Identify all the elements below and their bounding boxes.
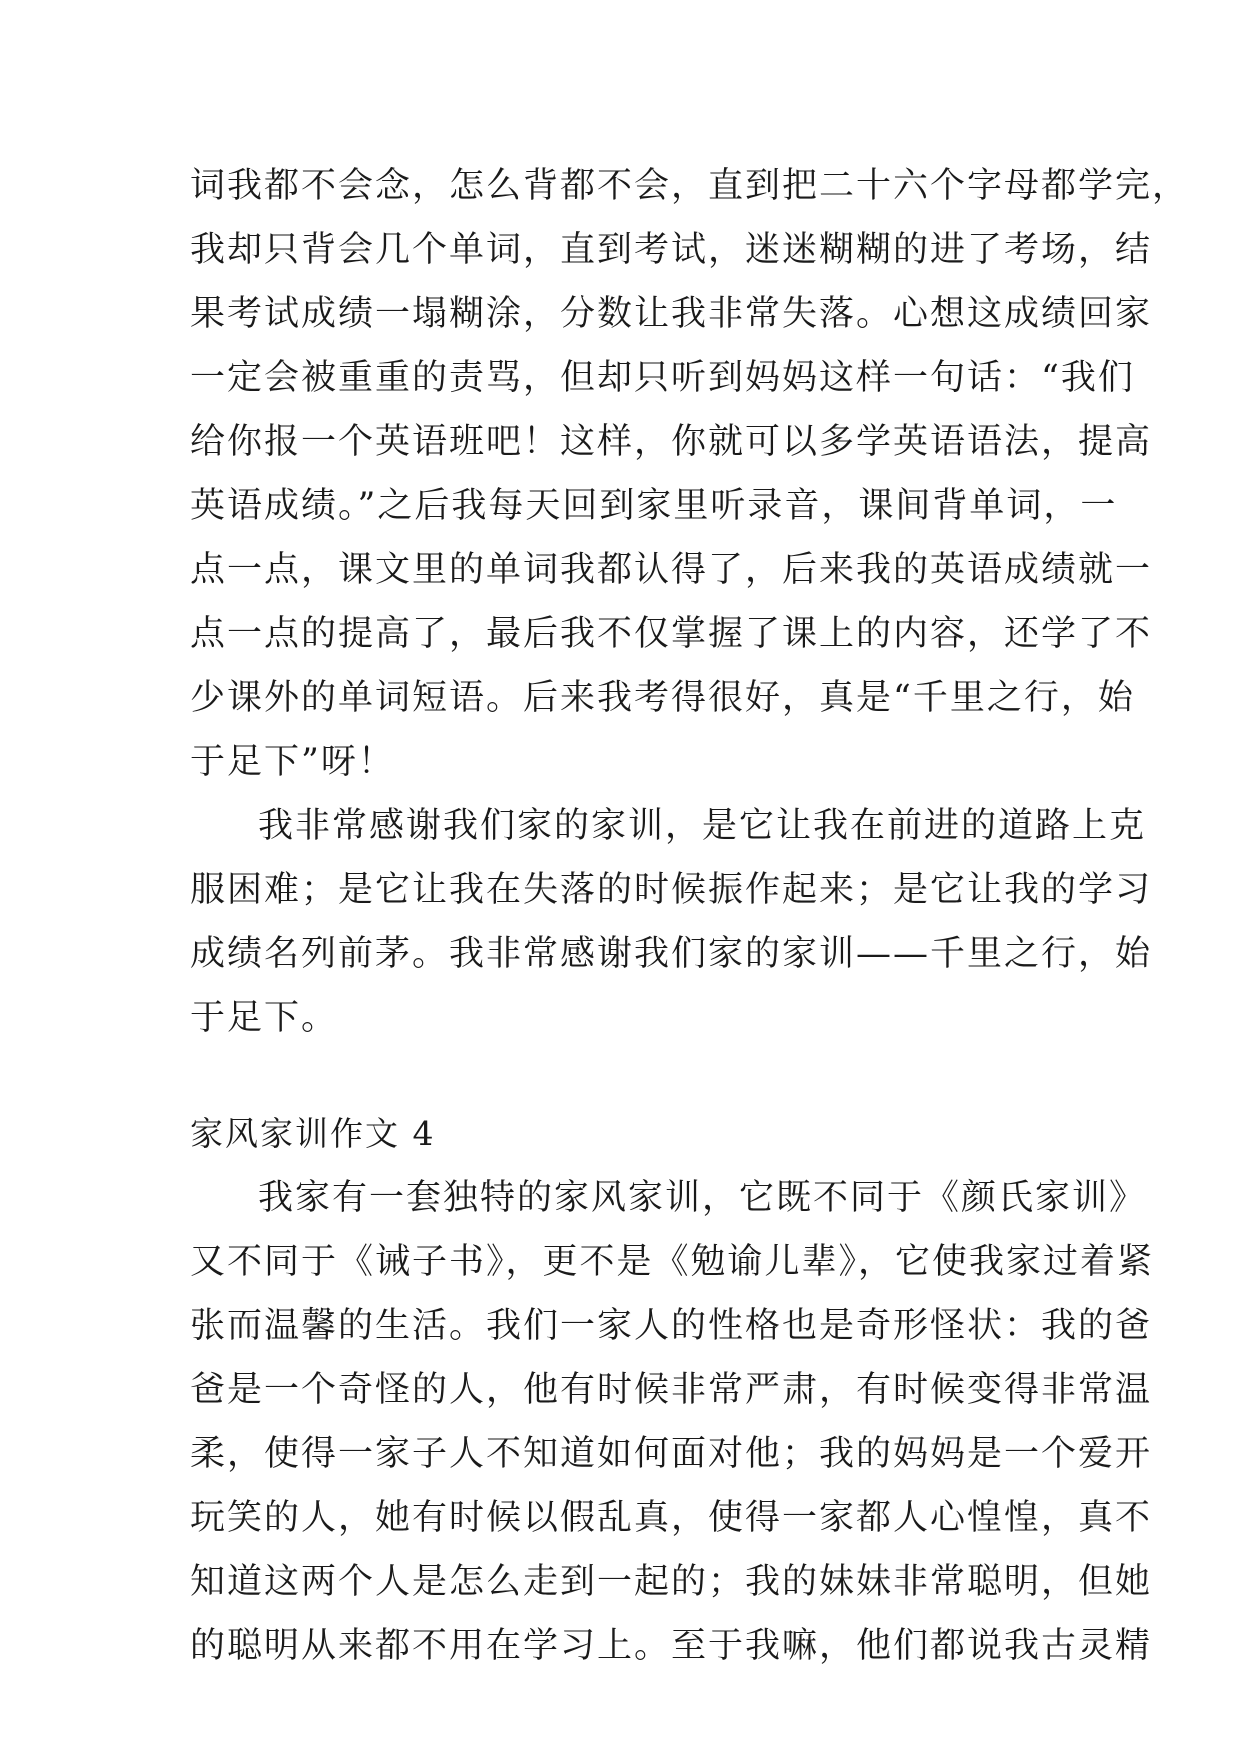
text-line: 柔，使得一家子人不知道如何面对他；我的妈妈是一个爱开 bbox=[190, 1434, 1153, 1474]
text-line: 玩笑的人，她有时候以假乱真，使得一家都人心惶惶，真不 bbox=[190, 1498, 1153, 1538]
text-line: 服困难；是它让我在失落的时候振作起来；是它让我的学习 bbox=[190, 870, 1153, 910]
text-line: 词我都不会念，怎么背都不会，直到把二十六个字母都学完， bbox=[190, 166, 1190, 206]
text-line: 爸是一个奇怪的人，他有时候非常严肃，有时候变得非常温 bbox=[190, 1370, 1153, 1410]
text-line: 的聪明从来都不用在学习上。至于我嘛，他们都说我古灵精 bbox=[190, 1626, 1153, 1666]
section-heading: 家风家训作文 4 bbox=[190, 1114, 436, 1153]
text-line: 给你报一个英语班吧！这样，你就可以多学英语语法，提高 bbox=[190, 422, 1153, 462]
text-line: 我家有一套独特的家风家训，它既不同于《颜氏家训》 bbox=[258, 1178, 1147, 1218]
text-line: 张而温馨的生活。我们一家人的性格也是奇形怪状：我的爸 bbox=[190, 1306, 1153, 1346]
text-line: 英语成绩。”之后我每天回到家里听录音，课间背单词，一 bbox=[190, 486, 1118, 526]
text-line: 又不同于《诫子书》，更不是《勉谕儿辈》，它使我家过着紧 bbox=[190, 1242, 1155, 1282]
text-line: 我非常感谢我们家的家训，是它让我在前进的道路上克 bbox=[258, 806, 1147, 846]
text-line: 一定会被重重的责骂，但却只听到妈妈这样一句话：“我们 bbox=[190, 358, 1135, 398]
text-line: 知道这两个人是怎么走到一起的；我的妹妹非常聪明，但她 bbox=[190, 1562, 1153, 1602]
text-line: 成绩名列前茅。我非常感谢我们家的家训——千里之行，始 bbox=[190, 934, 1153, 974]
text-line: 我却只背会几个单词，直到考试，迷迷糊糊的进了考场，结 bbox=[190, 230, 1153, 270]
text-line: 少课外的单词短语。后来我考得很好，真是“千里之行，始 bbox=[190, 678, 1135, 718]
text-line: 点一点的提高了，最后我不仅掌握了课上的内容，还学了不 bbox=[190, 614, 1153, 654]
text-line: 果考试成绩一塌糊涂，分数让我非常失落。心想这成绩回家 bbox=[190, 294, 1153, 334]
text-line: 点一点，课文里的单词我都认得了，后来我的英语成绩就一 bbox=[190, 550, 1153, 590]
text-line: 于足下。 bbox=[190, 998, 339, 1038]
text-line: 于足下”呀！ bbox=[190, 742, 395, 782]
